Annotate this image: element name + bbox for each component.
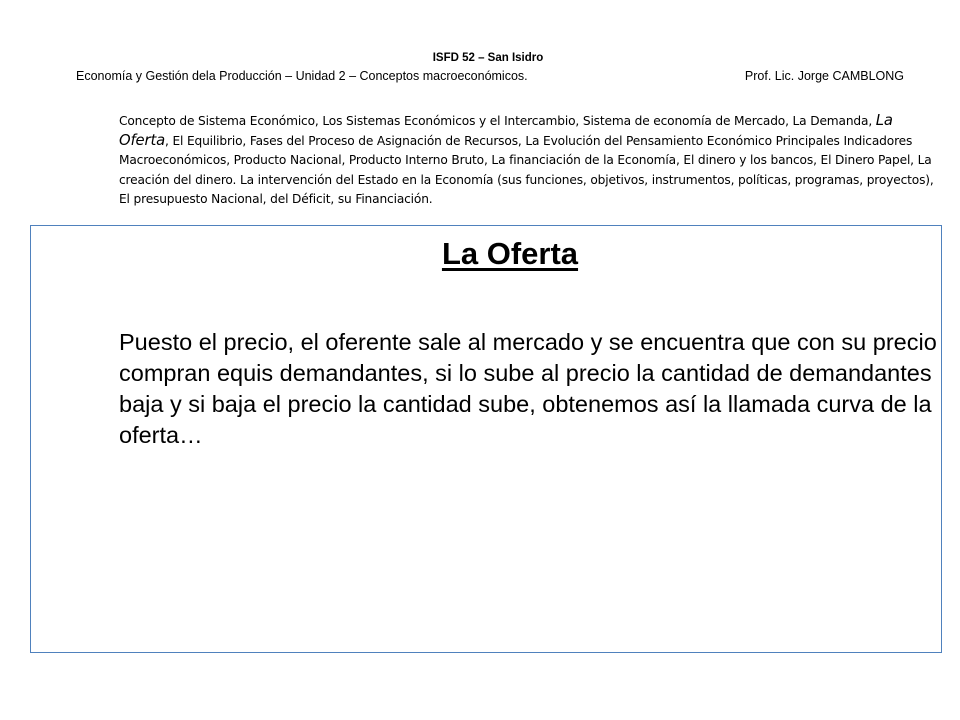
slide-title: La Oferta: [441, 236, 579, 271]
professor-name: Prof. Lic. Jorge CAMBLONG: [744, 69, 904, 83]
topics-list: [119, 111, 934, 209]
header-line: [76, 69, 904, 83]
topics-text-before: Concepto de Sistema Económico, Los Sistemas Económicos y el Intercambio, Sistema de economía de Mercado, La Demanda,: [119, 114, 876, 128]
course-subtitle: Economía y Gestión dela Producción – Unidad 2 – Conceptos macroeconómicos.: [76, 69, 528, 83]
topics-current-topic: La Oferta: [119, 112, 893, 150]
topics-text-after: , El Equilibrio, Fases del Proceso de Asignación de Recursos, La Evolución del Pensamiento Económico Principales Indicadores Macroeconómicos, Producto Nacional, Producto Interno Bruto, La financiación de la Economía, El dinero y los bancos, El Dinero Papel, La creación del dinero. La intervención del Estado en la Economía (sus funciones, objetivos, instrumentos, políticas, programas, proyectos), El presupuesto Nacional, del Déficit, su Financiación.: [119, 134, 934, 206]
slide-body-text: Puesto el precio, el oferente sale al mercado y se encuentra que con su precio compran equis demandantes, si lo sube al precio la cantidad de demandantes baja y si baja el precio la cantidad sube, obtenemos así la llamada curva de la oferta…: [119, 329, 937, 448]
institution-title: ISFD 52 – San Isidro: [432, 52, 544, 64]
